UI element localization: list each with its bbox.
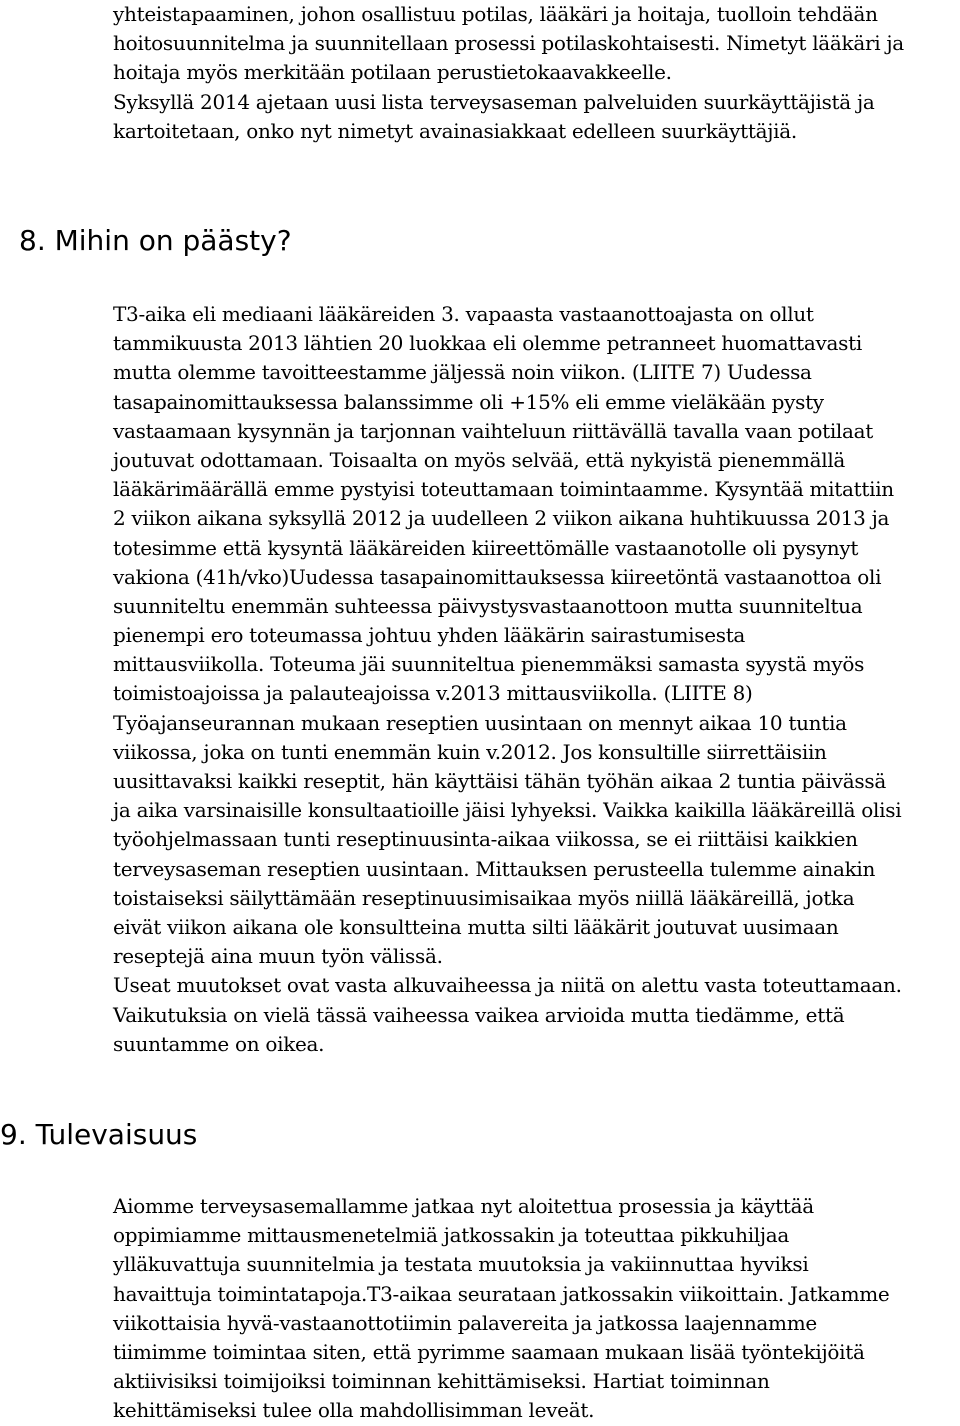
section-8-heading: 8. Mihin on päästy? — [19, 224, 292, 257]
text-line: kartoitetaan, onko nyt nimetyt avainasiakkaat edelleen suurkäyttäjiä. — [113, 118, 797, 143]
intro-paragraph — [113, 0, 953, 146]
text-line: pienempi ero toteumassa johtuu yhden lääkärin sairastumisesta — [113, 623, 746, 648]
section-9-body — [113, 1192, 953, 1426]
text-line: hoitosuunnitelma ja suunnitellaan prosessi potilaskohtaisesti. Nimetyt lääkäri ja — [113, 31, 904, 56]
text-line: ja aika varsinaisille konsultaatioille jäisi lyhyeksi. Vaikka kaikilla lääkäreillä olisi — [113, 798, 902, 823]
text-line: Työajanseurannan mukaan reseptien uusintaan on mennyt aikaa 10 tuntia — [113, 710, 847, 735]
text-line: terveysaseman reseptien uusintaan. Mittauksen perusteella tulemme ainakin — [113, 856, 876, 881]
text-line: totesimme että kysyntä lääkäreiden kiireettömälle vastaanotolle oli pysynyt — [113, 535, 859, 560]
text-line: toistaiseksi säilyttämään reseptinuusimisaikaa myös niillä lääkäreillä, jotka — [113, 885, 855, 910]
section-9-heading: 9. Tulevaisuus — [0, 1118, 198, 1151]
text-line: mittausviikolla. Toteuma jäi suunniteltua pienemmäksi samasta syystä myös — [113, 652, 865, 677]
text-line: tasapainomittauksessa balanssimme oli +15% eli emme vieläkään pysty — [113, 389, 824, 414]
text-line: suuntamme on oikea. — [113, 1031, 325, 1056]
text-line: T3-aika eli mediaani lääkäreiden 3. vapaasta vastaanottoajasta on ollut — [113, 302, 814, 326]
text-line: tiimimme toimintaa siten, että pyrimme saamaan mukaan lisää työntekijöitä — [113, 1339, 865, 1364]
text-line: uusittavaksi kaikki reseptit, hän käyttäisi tähän työhän aikaa 2 tuntia päivässä — [113, 769, 886, 793]
text-line: toimistoajoissa ja palauteajoissa v.2013 mittausviikolla. (LIITE 8) — [113, 681, 753, 706]
text-line: lääkärimäärällä emme pystyisi toteuttamaan toimintaamme. Kysyntää mitattiin — [113, 477, 894, 502]
text-line: vakiona (41h/vko)Uudessa tasapainomittauksessa kiireetöntä vastaanottoa oli — [113, 564, 882, 589]
text-line: eivät viikon aikana ole konsultteina mutta silti lääkärit joutuvat uusimaan — [113, 914, 839, 939]
text-line: joutuvat odottamaan. Toisaalta on myös selvää, että nykyistä pienemmällä — [113, 447, 846, 472]
text-line: tammikuusta 2013 lähtien 20 luokkaa eli olemme petranneet huomattavasti — [113, 331, 862, 356]
text-line: viikossa, joka on tunti enemmän kuin v.2012. Jos konsultille siirrettäisiin — [113, 739, 827, 764]
text-line: viikottaisia hyvä-vastaanottotiimin palavereita ja jatkossa laajennamme — [113, 1310, 817, 1335]
text-line: Vaikutuksia on vielä tässä vaiheessa vaikea arvioida mutta tiedämme, että — [113, 1002, 845, 1027]
text-line: mutta olemme tavoitteestamme jäljessä noin viikon. (LIITE 7) Uudessa — [113, 360, 812, 385]
text-line: havaittuja toimintatapoja.T3-aikaa seurataan jatkossakin viikoittain. Jatkamme — [113, 1281, 890, 1306]
text-line: oppimiamme mittausmenetelmiä jatkossakin ja toteuttaa pikkuhiljaa — [113, 1223, 790, 1248]
text-line: yhteistapaaminen, johon osallistuu potilas, lääkäri ja hoitaja, tuolloin tehdään — [113, 2, 878, 26]
text-line: reseptejä aina muun työn välissä. — [113, 944, 443, 969]
text-line: työohjelmassaan tunti reseptinuusinta-aikaa viikossa, se ei riittäisi kaikkien — [113, 827, 858, 852]
text-line: kehittämiseksi tulee olla mahdollisimman leveät. — [113, 1398, 595, 1423]
text-line: hoitaja myös merkitään potilaan perustietokaavakkeelle. — [113, 60, 672, 85]
section-8-body — [113, 300, 953, 1059]
text-line: suunniteltu enemmän suhteessa päivystysvastaanottoon mutta suunniteltua — [113, 593, 863, 618]
text-line: Syksyllä 2014 ajetaan uusi lista terveysaseman palveluiden suurkäyttäjistä ja — [113, 89, 875, 114]
text-line: 2 viikon aikana syksyllä 2012 ja uudelleen 2 viikon aikana huhtikuussa 2013 ja — [113, 506, 890, 531]
text-line: Useat muutokset ovat vasta alkuvaiheessa ja niitä on alettu vasta toteuttamaan. — [113, 973, 902, 998]
text-line: ylläkuvattuja suunnitelmia ja testata muutoksia ja vakiinnuttaa hyviksi — [113, 1252, 809, 1277]
text-line: Aiomme terveysasemallamme jatkaa nyt aloitettua prosessia ja käyttää — [113, 1194, 814, 1218]
text-line: aktiivisiksi toimijoiksi toiminnan kehittämiseksi. Hartiat toiminnan — [113, 1369, 770, 1394]
text-line: vastaamaan kysynnän ja tarjonnan vaihteluun riittävällä tavalla vaan potilaat — [113, 418, 874, 443]
